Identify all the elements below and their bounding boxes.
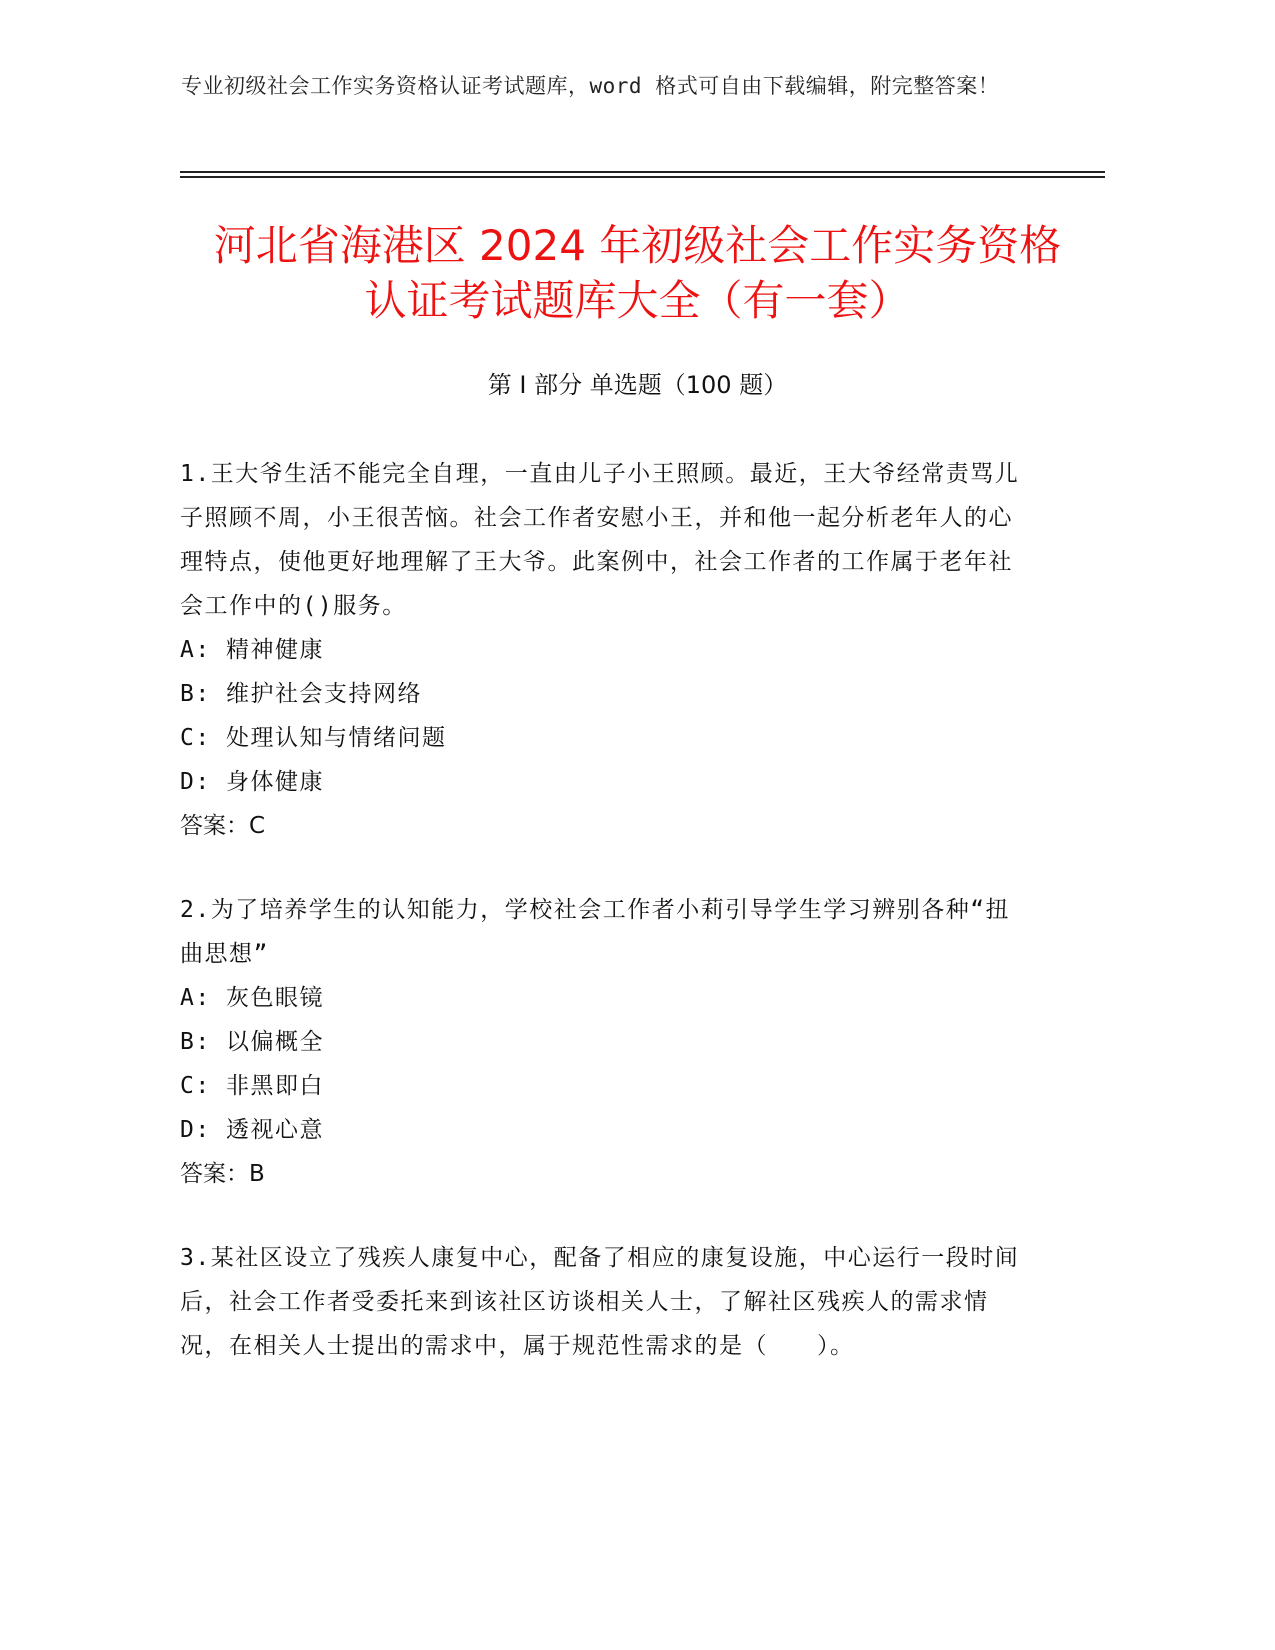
option-d: D: 身体健康 bbox=[180, 769, 325, 795]
question-1 bbox=[180, 452, 1020, 848]
question-stem: 2.为了培养学生的认知能力，学校社会工作者小莉引导学生学习辨别各种“扭曲思想” bbox=[180, 897, 1011, 967]
option-c: C: 非黑即白 bbox=[180, 1073, 325, 1099]
document-title bbox=[140, 218, 1135, 328]
header-divider-bottom bbox=[180, 176, 1105, 178]
option-a: A: 精神健康 bbox=[180, 637, 325, 663]
header-divider-top bbox=[180, 171, 1105, 173]
option-c: C: 处理认知与情绪问题 bbox=[180, 725, 447, 751]
document-title-line-2: 认证考试题库大全（有一套） bbox=[364, 276, 911, 325]
option-a: A: 灰色眼镜 bbox=[180, 985, 325, 1011]
question-stem: 3.某社区设立了残疾人康复中心，配备了相应的康复设施，中心运行一段时间后，社会工作者受委托来到该社区访谈相关人士，了解社区残疾人的需求情况，在相关人士提出的需求中，属于规范性需求的是（ ）。 bbox=[180, 1245, 1020, 1359]
document-title-line-1: 河北省海港区 2024 年初级社会工作实务资格 bbox=[213, 221, 1062, 270]
question-3 bbox=[180, 1236, 1020, 1368]
option-b: B: 维护社会支持网络 bbox=[180, 681, 423, 707]
option-b: B: 以偏概全 bbox=[180, 1029, 325, 1055]
option-d: D: 透视心意 bbox=[180, 1117, 325, 1143]
question-2 bbox=[180, 888, 1020, 1196]
answer: 答案：C bbox=[180, 813, 266, 839]
question-list bbox=[180, 452, 1020, 1408]
question-stem: 1.王大爷生活不能完全自理，一直由儿子小王照顾。最近，王大爷经常责骂儿子照顾不周，小王很苦恼。社会工作者安慰小王，并和他一起分析老年人的心理特点，使他更好地理解了王大爷。此案例中，社会工作者的工作属于老年社会工作中的()服务。 bbox=[180, 461, 1020, 619]
section-title: 第 I 部分 单选题（100 题） bbox=[487, 371, 788, 399]
header-note: 专业初级社会工作实务资格认证考试题库，word 格式可自由下载编辑，附完整答案！ bbox=[181, 74, 1000, 98]
answer: 答案：B bbox=[180, 1161, 265, 1187]
